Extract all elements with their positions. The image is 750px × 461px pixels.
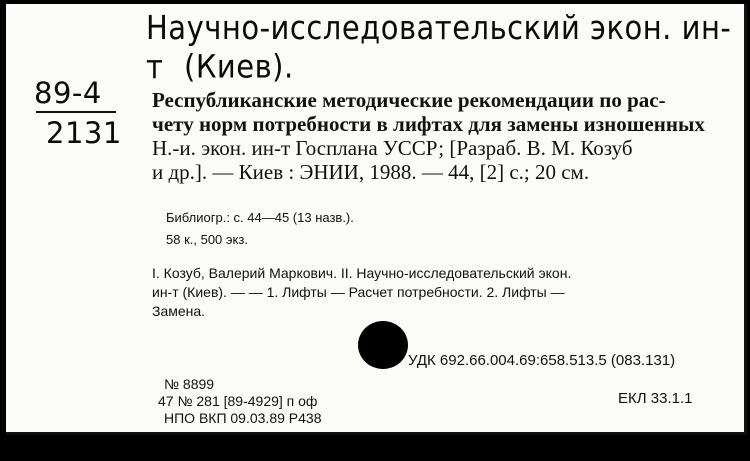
bibliography-note: Библиогр.: с. 44—45 (13 назв.). <box>166 210 354 225</box>
entry-title-block <box>152 88 712 184</box>
udk-code: УДК 692.66.004.69:658.513.5 (083.131) <box>408 352 676 369</box>
handwritten-institute-line1: Научно-исследовательский экон. ин-т <box>146 8 732 87</box>
handwritten-institute-line2: (Киев). <box>184 48 294 86</box>
entry-title-line4: и др.]. — Киев : ЭНИИ, 1988. — 44, [2] с.; 20 см. <box>152 160 590 184</box>
entry-title-line1: Республиканские методические рекомендации по рас- <box>152 88 666 112</box>
subject-tracings <box>152 264 702 321</box>
copies-note: 58 к., 500 экз. <box>166 232 248 247</box>
handwritten-call-number-top: 89-4 <box>34 76 102 110</box>
card-number: № 8899 <box>164 376 215 392</box>
npo-stamp: НПО ВКП 09.03.89 Р438 <box>164 410 322 426</box>
punch-hole-mark <box>358 321 408 369</box>
handwritten-call-number-bottom: 2131 <box>46 116 122 150</box>
subject-line2: ин-т (Киев). — — 1. Лифты — Расчет потребности. 2. Лифты — <box>152 284 565 300</box>
entry-title-line2: чету норм потребности в лифтах для замены изношенных <box>152 112 705 136</box>
registration-number: 47 № 281 [89-4929] п оф <box>158 393 318 409</box>
catalog-card <box>6 4 747 435</box>
call-number-divider <box>36 111 116 113</box>
subject-line1: I. Козуб, Валерий Маркович. II. Научно-исследовательский экон. <box>152 265 572 281</box>
entry-title-line3: Н.-и. экон. ин-т Госплана УССР; [Разраб. В. М. Козуб <box>152 136 633 160</box>
ekl-code: ЕКЛ 33.1.1 <box>618 390 693 407</box>
subject-line3: Замена. <box>152 303 206 319</box>
